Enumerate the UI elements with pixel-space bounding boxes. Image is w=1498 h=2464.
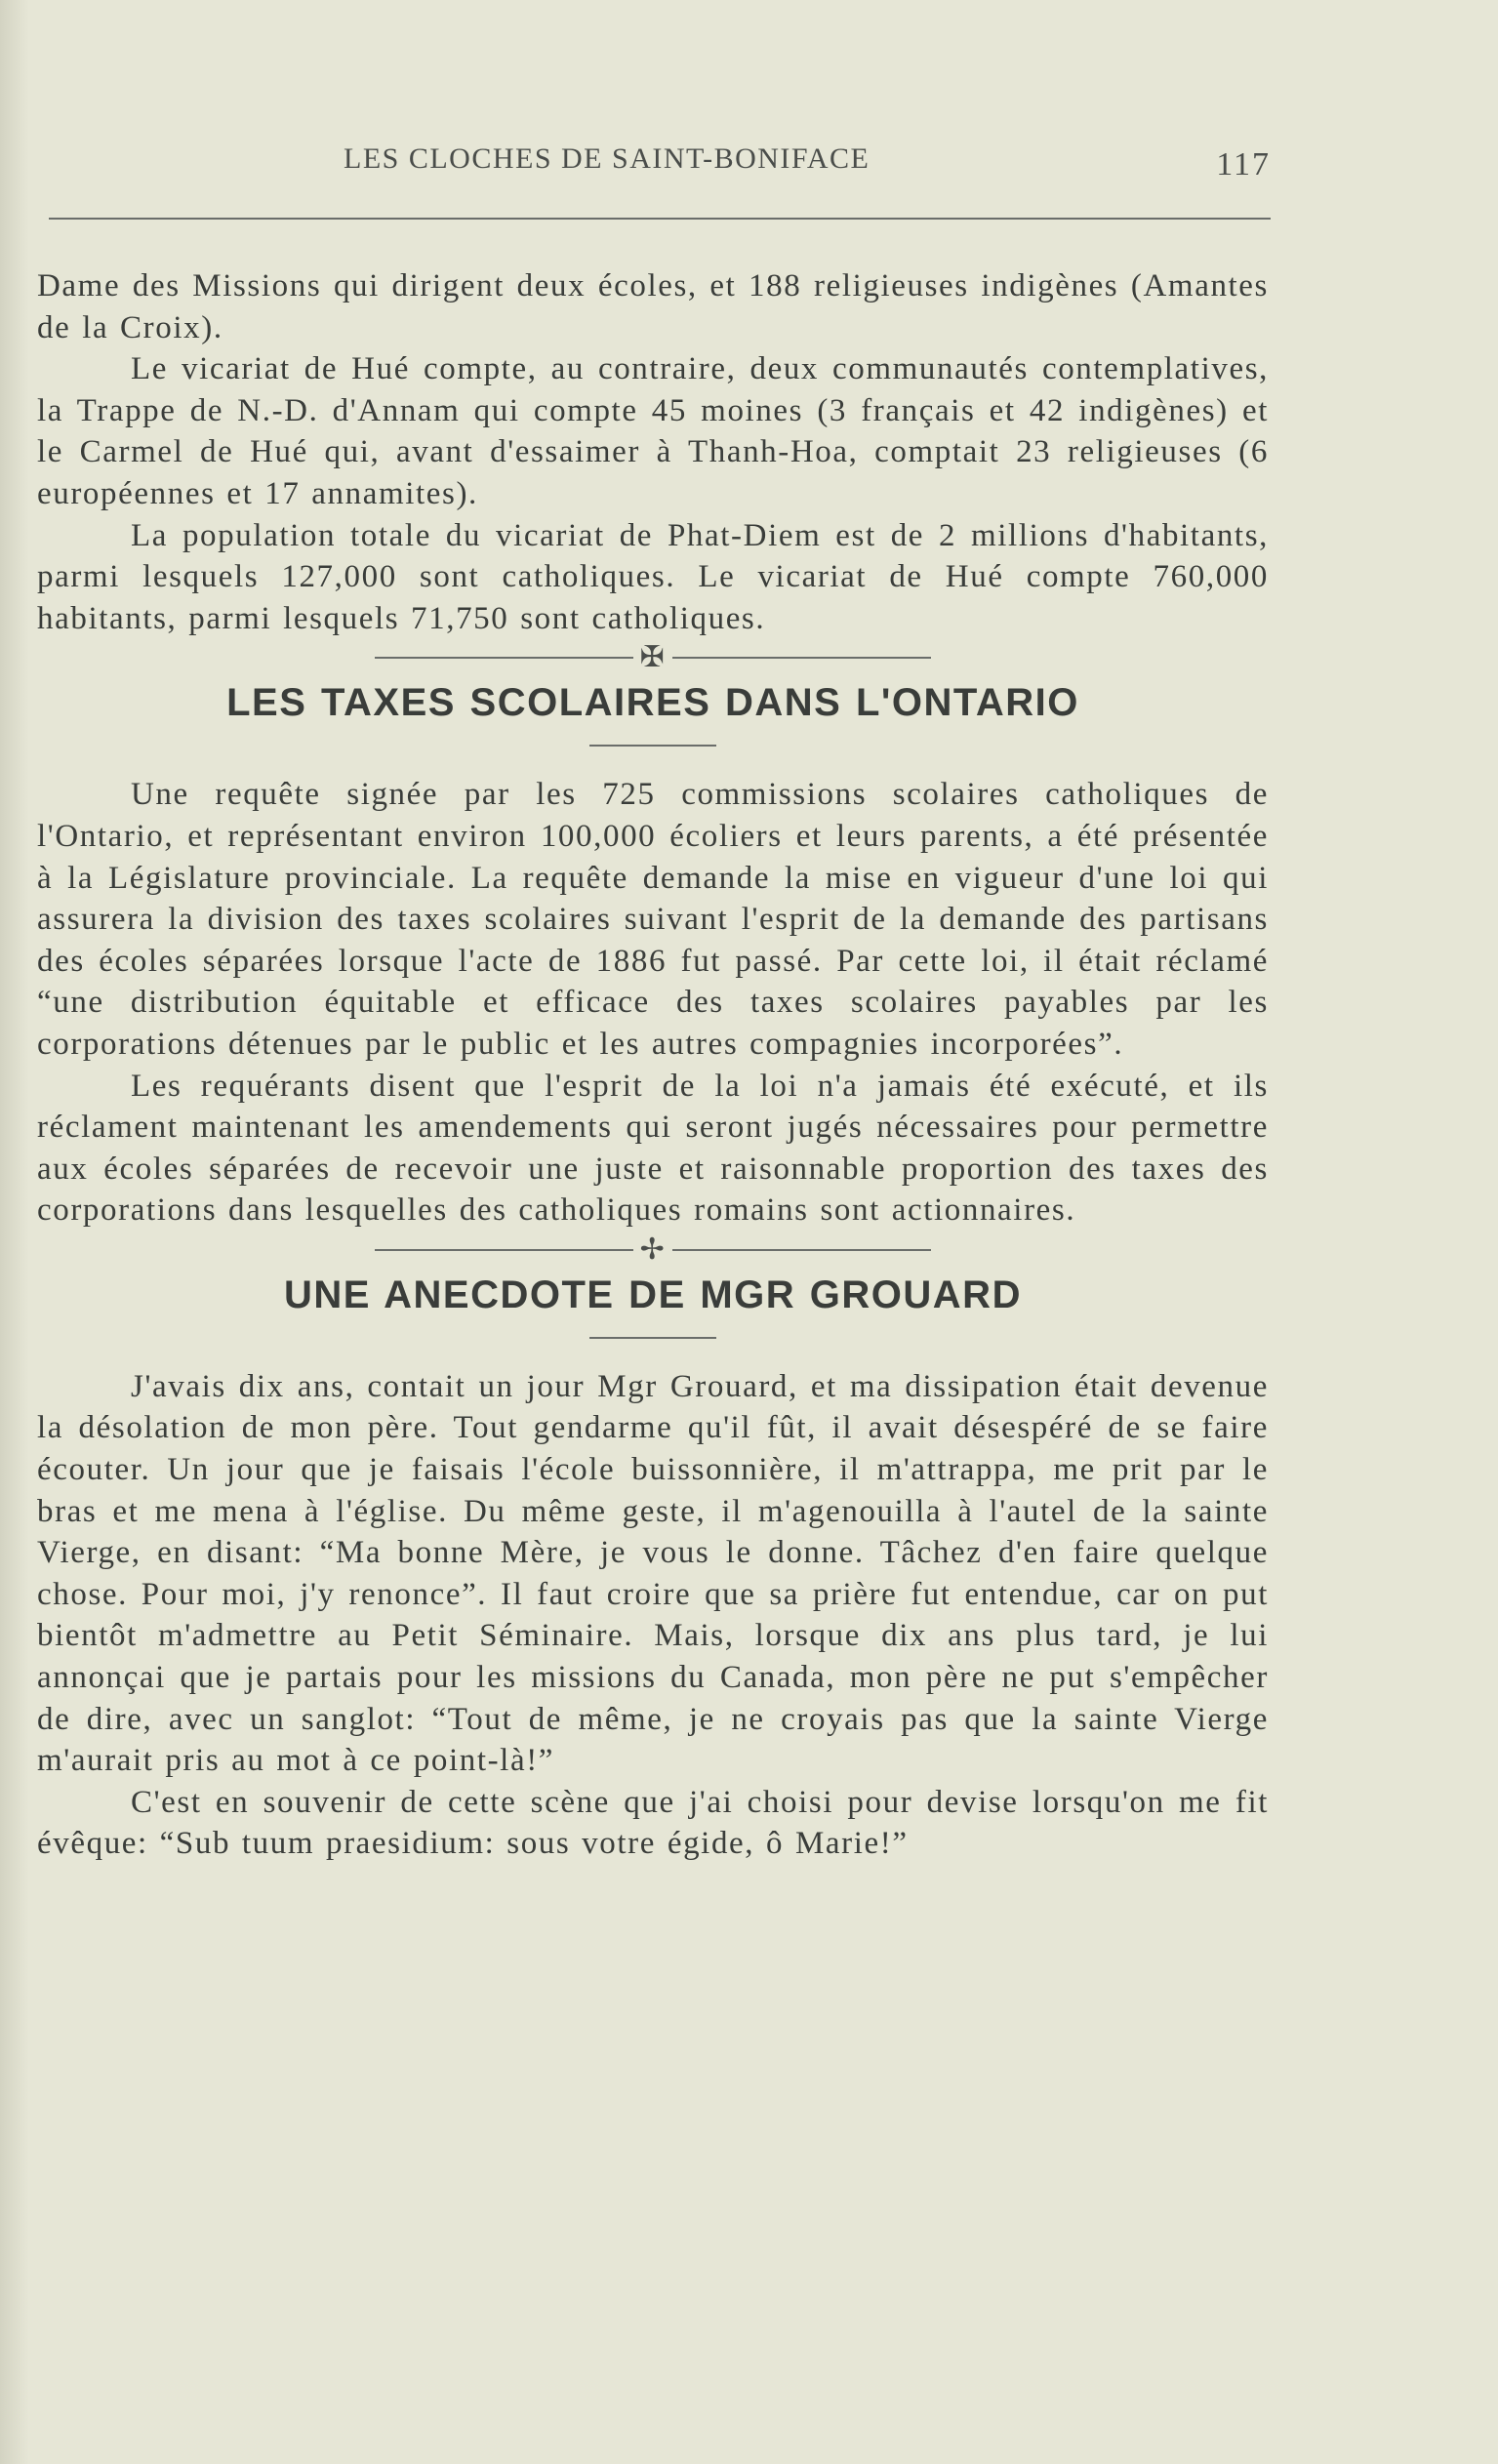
paragraph: Les requérants disent que l'esprit de la loi n'a jamais été exécuté, et ils réclament maintenant les amendements qui seront jugés nécessaires pour permettre aux écoles séparées de recevoir une juste et raisonnable proportion des taxes des corporations dans lesquelles des catholiques romains sont actionnaires. xyxy=(37,1068,1269,1229)
separator-line xyxy=(375,1249,633,1251)
separator-line xyxy=(375,657,633,659)
paragraph: La population totale du vicariat de Phat-Diem est de 2 millions d'habitants, parmi lesquels 127,000 sont catholiques. Le vicariat de Hué compte 760,000 habitants, parmi lesquels 71,750 sont catholiques. xyxy=(37,517,1269,636)
paragraph: Le vicariat de Hué compte, au contraire, deux communautés contemplatives, la Trappe de N.-D. d'Annam qui compte 45 moines (3 français et 42 indigènes) et le Carmel de Hué qui, avant d'essaimer à Thanh-Hoa, comptait 23 religieuses (6 européennes et 17 annamites). xyxy=(37,351,1269,511)
title-underline xyxy=(589,1337,716,1339)
section-title: LES TAXES SCOLAIRES DANS L'ONTARIO xyxy=(226,681,1079,725)
title-underline xyxy=(589,745,716,747)
paragraph: C'est en souvenir de cette scène que j'ai choisi pour devise lorsqu'on me fit évêque: “Sub tuum praesidium: sous votre égide, ô Marie!” xyxy=(37,1784,1269,1862)
running-head xyxy=(49,137,1271,183)
paragraph: Une requête signée par les 725 commissions scolaires catholiques de l'Ontario, et représentant environ 100,000 écoliers et leurs parents, a été présentée à la Législature provinciale. La requête demande la mise en vigueur d'une loi qui assurera la division des taxes scolaires suivant l'esprit de la demande des partisans des écoles séparées lorsque l'acte de 1886 fut passé. Par cette loi, il était réclamé “une distribution équitable et efficace des taxes scolaires payables par les corporations détenues par le public et les autres compagnies incorporées”. xyxy=(37,777,1269,1062)
section-title: UNE ANECDOTE DE MGR GROUARD xyxy=(284,1272,1022,1316)
section-separator xyxy=(37,641,1269,674)
running-title: LES CLOCHES DE SAINT-BONIFACE xyxy=(344,142,870,175)
paragraph: J'avais dix ans, contait un jour Mgr Grouard, et ma dissipation était devenue la désolation de mon père. Tout gendarme qu'il fût, il avait désespéré de se faire écouter. Un jour que je faisais l'école buissonnière, il m'attrappa, me prit par le bras et me mena à l'église. Du même geste, il m'agenouilla à l'autel de la sainte Vierge, en disant: “Ma bonne Mère, je vous le donne. Tâchez d'en faire quelque chose. Pour moi, j'y renonce”. Il faut croire que sa prière fut entendue, car on put bientôt m'admettre au Petit Séminaire. Mais, lorsque dix ans plus tard, je lui annonçai que je partais pour les missions du Canada, mon père ne put s'empêcher de dire, avec un sanglot: “Tout de même, je ne croyais pas que la sainte Vierge m'aurait pris au mot à ce point-là!” xyxy=(37,1368,1269,1779)
section-separator xyxy=(37,1232,1269,1266)
page-body xyxy=(37,265,1269,1865)
cross-ornament-icon: ✢ xyxy=(639,1232,667,1266)
separator-line xyxy=(672,1249,931,1251)
paragraph: Dame des Missions qui dirigent deux écoles, et 188 religieuses indigènes (Amantes de la Croix). xyxy=(37,268,1269,345)
page-number: 117 xyxy=(1216,146,1271,182)
cross-ornament-icon: ✠ xyxy=(639,641,667,674)
separator-line xyxy=(672,657,931,659)
header-rule xyxy=(49,218,1271,220)
